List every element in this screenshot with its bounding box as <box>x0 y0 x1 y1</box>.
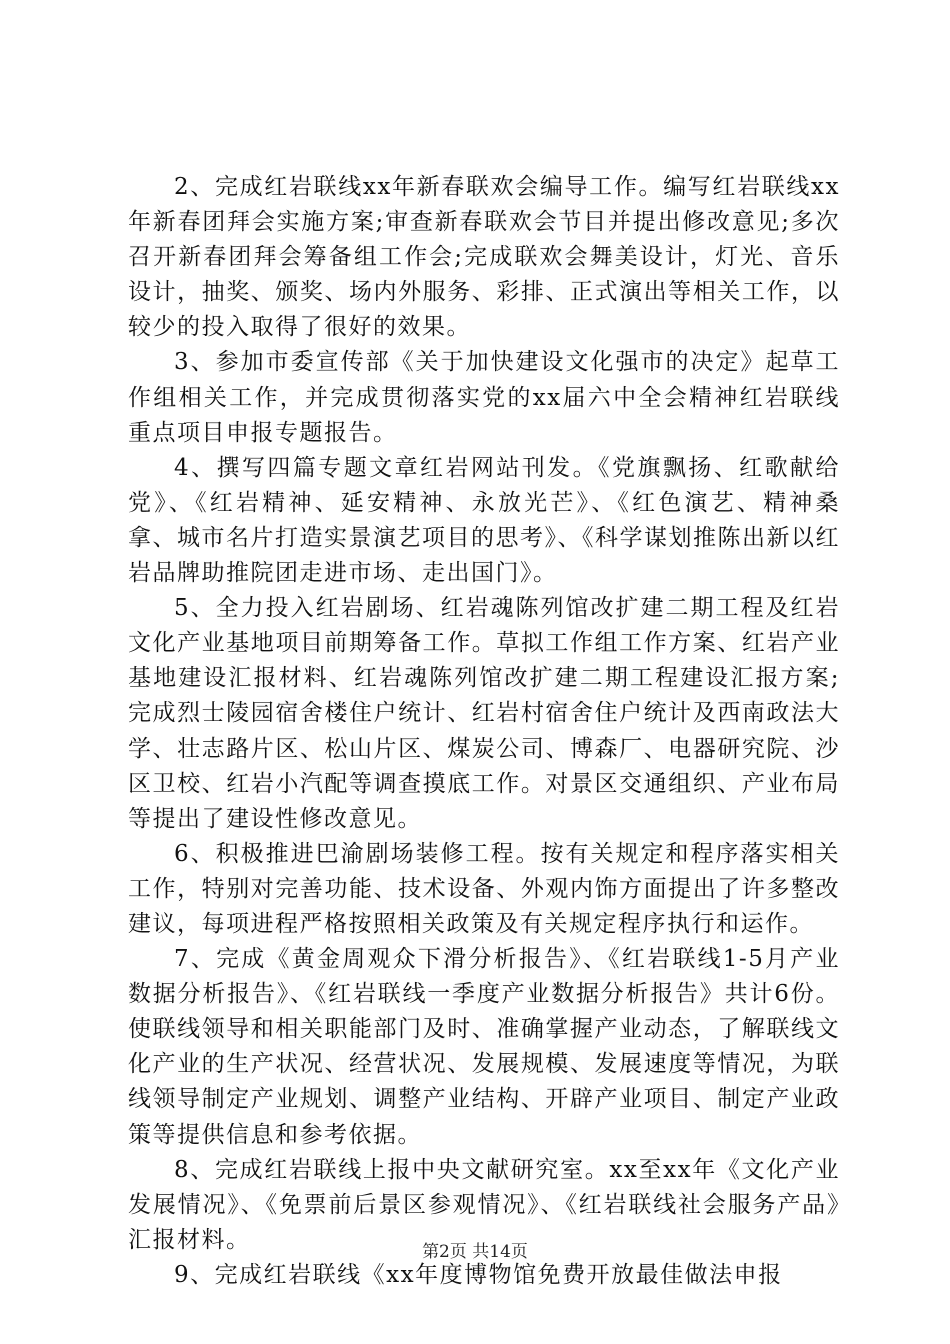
paragraph-item-5: 5、全力投入红岩剧场、红岩魂陈列馆改扩建二期工程及红岩文化产业基地项目前期筹备工作。草拟工作组工作方案、红岩产业基地建设汇报材料、红岩魂陈列馆改扩建二期工程建设汇报方案;完成烈士陵园宿舍楼住户统计、红岩村宿舍住户统计及西南政法大学、壮志路片区、松山片区、煤炭公司、博森厂、电器研究院、沙区卫校、红岩小汽配等调查摸底工作。对景区交通组织、产业布局等提出了建设性修改意见。 <box>128 595 840 832</box>
paragraph-item-7: 7、完成《黄金周观众下滑分析报告》、《红岩联线1-5月产业数据分析报告》、《红岩联线一季度产业数据分析报告》共计6份。使联线领导和相关职能部门及时、准确掌握产业动态，了解联线文化产业的生产状况、经营状况、发展规模、发展速度等情况，为联线领导制定产业规划、调整产业结构、开辟产业项目、制定产业政策等提供信息和参考依据。 <box>128 946 840 1148</box>
document-body <box>128 170 840 1293</box>
paragraph-item-9: 9、完成红岩联线《xx年度博物馆免费开放最佳做法申报 <box>174 1261 783 1288</box>
paragraph-item-6: 6、积极推进巴渝剧场装修工程。按有关规定和程序落实相关工作，特别对完善功能、技术设备、外观内饰方面提出了许多整改建议，每项进程严格按照相关政策及有关规定程序执行和运作。 <box>128 840 840 937</box>
page-number-footer: 第2页 共14页 <box>422 1242 528 1262</box>
paragraph-item-2: 2、完成红岩联线xx年新春联欢会编导工作。编写红岩联线xx年新春团拜会实施方案;审查新春联欢会节目并提出修改意见;多次召开新春团拜会筹备组工作会;完成联欢会舞美设计，灯光、音乐设计，抽奖、颁奖、场内外服务、彩排、正式演出等相关工作，以较少的投入取得了很好的效果。 <box>128 174 840 341</box>
paragraph-item-3: 3、参加市委宣传部《关于加快建设文化强市的决定》起草工作组相关工作，并完成贯彻落实党的xx届六中全会精神红岩联线重点项目申报专题报告。 <box>128 349 840 446</box>
paragraph-item-8: 8、完成红岩联线上报中央文献研究室。xx至xx年《文化产业发展情况》、《免票前后景区参观情况》、《红岩联线社会服务产品》汇报材料。 <box>128 1156 840 1253</box>
paragraph-item-4: 4、撰写四篇专题文章红岩网站刊发。《党旗飘扬、红歌献给党》、《红岩精神、延安精神、永放光芒》、《红色演艺、精神桑拿、城市名片打造实景演艺项目的思考》、《科学谋划推陈出新以红岩品牌助推院团走进市场、走出国门》。 <box>128 454 840 587</box>
